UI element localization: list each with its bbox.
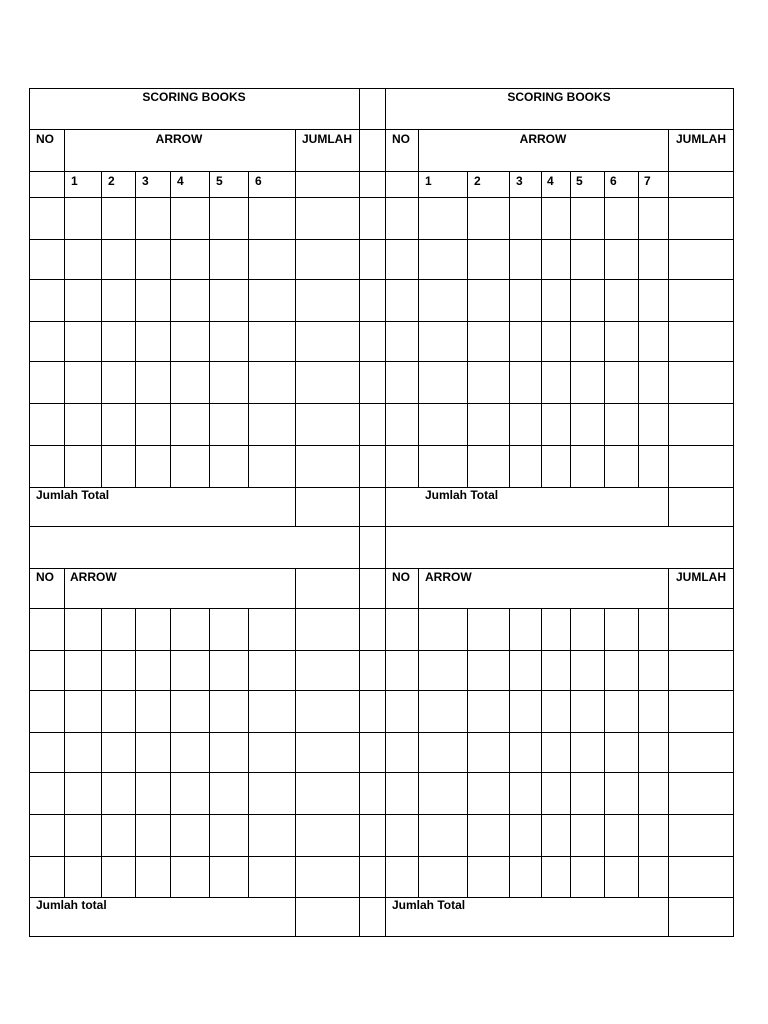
score-bottom-right-cell[interactable] <box>571 773 604 814</box>
score-top-right-cell[interactable] <box>386 280 418 321</box>
score-top-right-cell[interactable] <box>669 240 733 279</box>
score-top-left-cell[interactable] <box>136 198 170 239</box>
score-bottom-right-cell[interactable] <box>510 815 541 856</box>
score-top-left-cell[interactable] <box>210 404 248 445</box>
score-top-right-cell[interactable] <box>669 280 733 321</box>
score-top-right-cell[interactable] <box>510 404 541 445</box>
score-top-left-cell[interactable] <box>65 240 101 279</box>
score-top-left-cell[interactable] <box>30 404 64 445</box>
arrow-number-top-left: 2 <box>108 174 115 188</box>
score-top-left-cell[interactable] <box>30 280 64 321</box>
score-top-left-cell[interactable] <box>30 322 64 361</box>
grid-line <box>29 526 734 527</box>
score-bottom-left-cell[interactable] <box>210 691 248 732</box>
score-bottom-left-cell[interactable] <box>136 733 170 772</box>
score-top-right-cell[interactable] <box>605 280 638 321</box>
score-bottom-right-cell[interactable] <box>605 773 638 814</box>
score-top-left-cell[interactable] <box>296 322 359 361</box>
score-top-right-cell[interactable] <box>639 322 668 361</box>
jumlah-header-top-right: JUMLAH <box>676 132 726 146</box>
score-top-left-cell[interactable] <box>249 198 295 239</box>
score-bottom-right-cell[interactable] <box>386 733 418 772</box>
score-bottom-left-cell[interactable] <box>30 857 64 897</box>
score-bottom-right-cell[interactable] <box>468 815 509 856</box>
score-bottom-right-cell[interactable] <box>669 651 733 690</box>
arrow-number-top-right: 7 <box>644 174 651 188</box>
score-bottom-right-cell[interactable] <box>669 691 733 732</box>
score-bottom-left-cell[interactable] <box>136 651 170 690</box>
score-bottom-left-cell[interactable] <box>296 691 359 732</box>
score-top-right-cell[interactable] <box>639 280 668 321</box>
score-top-left-cell[interactable] <box>171 362 209 403</box>
scoring-books-title-right: SCORING BOOKS <box>507 90 611 104</box>
jumlah-total-top-right: Jumlah Total <box>425 488 499 502</box>
grid-line <box>733 88 734 937</box>
score-bottom-left-cell[interactable] <box>102 815 135 856</box>
score-top-right-cell[interactable] <box>605 362 638 403</box>
jumlah-total-value-cell[interactable] <box>296 488 359 526</box>
score-top-right-cell[interactable] <box>669 322 733 361</box>
no-header-bottom-left: NO <box>36 570 54 584</box>
grid-line <box>29 936 734 937</box>
score-bottom-right-cell[interactable] <box>605 857 638 897</box>
score-bottom-left-cell[interactable] <box>136 773 170 814</box>
score-top-left-cell[interactable] <box>136 362 170 403</box>
grid-line <box>359 88 360 937</box>
score-top-right-cell[interactable] <box>542 404 570 445</box>
score-bottom-left-cell[interactable] <box>210 733 248 772</box>
score-top-right-cell[interactable] <box>571 240 604 279</box>
score-bottom-left-cell[interactable] <box>65 651 101 690</box>
score-bottom-right-cell[interactable] <box>669 815 733 856</box>
score-bottom-right-cell[interactable] <box>639 857 668 897</box>
score-bottom-left-cell[interactable] <box>249 733 295 772</box>
no-header-top-right: NO <box>392 132 410 146</box>
score-bottom-right-cell[interactable] <box>639 815 668 856</box>
score-bottom-left-cell[interactable] <box>171 773 209 814</box>
score-bottom-right-cell[interactable] <box>639 609 668 650</box>
score-top-left-cell[interactable] <box>136 240 170 279</box>
score-top-left-cell[interactable] <box>30 240 64 279</box>
score-bottom-right-cell[interactable] <box>386 651 418 690</box>
score-bottom-right-cell[interactable] <box>542 609 570 650</box>
score-top-right-cell[interactable] <box>510 322 541 361</box>
score-top-right-cell[interactable] <box>510 362 541 403</box>
grid-line <box>295 171 360 172</box>
score-bottom-right-cell[interactable] <box>419 651 467 690</box>
score-top-left-cell[interactable] <box>171 322 209 361</box>
arrow-number-top-right: 5 <box>576 174 583 188</box>
score-top-left-cell[interactable] <box>249 322 295 361</box>
score-bottom-right-cell[interactable] <box>605 815 638 856</box>
score-bottom-left-cell[interactable] <box>249 815 295 856</box>
score-top-right-cell[interactable] <box>386 404 418 445</box>
score-bottom-right-cell[interactable] <box>639 773 668 814</box>
score-top-right-cell[interactable] <box>386 362 418 403</box>
score-bottom-left-cell[interactable] <box>171 857 209 897</box>
score-top-left-cell[interactable] <box>30 198 64 239</box>
score-bottom-right-cell[interactable] <box>669 733 733 772</box>
score-bottom-left-cell[interactable] <box>30 691 64 732</box>
score-bottom-left-cell[interactable] <box>65 857 101 897</box>
score-bottom-left-cell[interactable] <box>296 733 359 772</box>
score-top-right-cell[interactable] <box>571 404 604 445</box>
score-top-right-cell[interactable] <box>468 280 509 321</box>
score-top-left-cell[interactable] <box>102 280 135 321</box>
score-bottom-left-cell[interactable] <box>171 651 209 690</box>
score-bottom-right-cell[interactable] <box>542 857 570 897</box>
score-bottom-left-cell[interactable] <box>210 857 248 897</box>
score-bottom-right-cell[interactable] <box>571 733 604 772</box>
score-bottom-left-cell[interactable] <box>296 815 359 856</box>
score-top-left-cell[interactable] <box>249 446 295 487</box>
score-top-left-cell[interactable] <box>296 280 359 321</box>
score-top-right-cell[interactable] <box>542 280 570 321</box>
score-top-right-cell[interactable] <box>468 240 509 279</box>
grid-line <box>64 171 296 172</box>
score-top-left-cell[interactable] <box>65 404 101 445</box>
score-bottom-right-cell[interactable] <box>386 773 418 814</box>
score-top-right-cell[interactable] <box>605 198 638 239</box>
score-top-left-cell[interactable] <box>65 280 101 321</box>
score-bottom-right-cell[interactable] <box>468 733 509 772</box>
score-bottom-right-cell[interactable] <box>510 651 541 690</box>
score-top-left-cell[interactable] <box>136 404 170 445</box>
arrow-number-top-right: 2 <box>474 174 481 188</box>
score-bottom-right-cell[interactable] <box>571 651 604 690</box>
score-bottom-left-cell[interactable] <box>65 815 101 856</box>
score-bottom-left-cell[interactable] <box>102 609 135 650</box>
score-bottom-right-cell[interactable] <box>639 733 668 772</box>
score-bottom-left-cell[interactable] <box>30 815 64 856</box>
grid-line <box>29 129 734 130</box>
score-bottom-right-cell[interactable] <box>605 651 638 690</box>
score-top-left-cell[interactable] <box>136 446 170 487</box>
score-top-left-cell[interactable] <box>296 404 359 445</box>
score-bottom-right-cell[interactable] <box>605 691 638 732</box>
score-top-left-cell[interactable] <box>102 404 135 445</box>
score-bottom-left-cell[interactable] <box>102 773 135 814</box>
score-top-right-cell[interactable] <box>605 322 638 361</box>
score-top-right-cell[interactable] <box>468 446 509 487</box>
score-top-left-cell[interactable] <box>65 322 101 361</box>
score-bottom-left-cell[interactable] <box>136 609 170 650</box>
score-top-right-cell[interactable] <box>605 446 638 487</box>
score-bottom-left-cell[interactable] <box>171 609 209 650</box>
score-top-right-cell[interactable] <box>510 446 541 487</box>
arrow-number-top-left: 3 <box>142 174 149 188</box>
score-bottom-left-cell[interactable] <box>171 733 209 772</box>
score-bottom-right-cell[interactable] <box>510 733 541 772</box>
arrow-header-top-left: ARROW <box>155 132 203 146</box>
score-bottom-right-cell[interactable] <box>542 815 570 856</box>
no-header-bottom-right: NO <box>392 570 410 584</box>
score-bottom-left-cell[interactable] <box>296 773 359 814</box>
arrow-number-top-right: 3 <box>516 174 523 188</box>
score-bottom-right-cell[interactable] <box>639 691 668 732</box>
score-top-right-cell[interactable] <box>510 240 541 279</box>
score-bottom-left-cell[interactable] <box>102 857 135 897</box>
score-bottom-left-cell[interactable] <box>210 609 248 650</box>
score-bottom-left-cell[interactable] <box>102 651 135 690</box>
score-bottom-left-cell[interactable] <box>210 815 248 856</box>
score-top-left-cell[interactable] <box>171 280 209 321</box>
score-top-left-cell[interactable] <box>171 446 209 487</box>
score-bottom-right-cell[interactable] <box>419 773 467 814</box>
score-bottom-right-cell[interactable] <box>510 773 541 814</box>
score-bottom-right-cell[interactable] <box>571 691 604 732</box>
score-bottom-left-cell[interactable] <box>65 733 101 772</box>
score-bottom-left-cell[interactable] <box>136 857 170 897</box>
arrow-header-bottom-left: ARROW <box>70 570 117 584</box>
score-bottom-right-cell[interactable] <box>542 773 570 814</box>
score-top-right-cell[interactable] <box>419 280 467 321</box>
score-top-right-cell[interactable] <box>571 322 604 361</box>
score-bottom-right-cell[interactable] <box>639 651 668 690</box>
score-bottom-right-cell[interactable] <box>419 733 467 772</box>
scoring-books-title-left: SCORING BOOKS <box>142 90 246 104</box>
score-top-left-cell[interactable] <box>136 280 170 321</box>
score-bottom-left-cell[interactable] <box>171 691 209 732</box>
grid-line <box>29 171 65 172</box>
score-top-right-cell[interactable] <box>419 362 467 403</box>
score-top-left-cell[interactable] <box>65 446 101 487</box>
jumlah-header-bottom-right: JUMLAH <box>676 570 726 584</box>
score-top-left-cell[interactable] <box>171 198 209 239</box>
score-top-left-cell[interactable] <box>210 280 248 321</box>
score-bottom-right-cell[interactable] <box>419 691 467 732</box>
score-top-left-cell[interactable] <box>171 240 209 279</box>
score-top-right-cell[interactable] <box>571 362 604 403</box>
score-bottom-left-cell[interactable] <box>249 857 295 897</box>
score-bottom-left-cell[interactable] <box>102 733 135 772</box>
score-top-right-cell[interactable] <box>468 362 509 403</box>
score-top-left-cell[interactable] <box>210 322 248 361</box>
score-top-right-cell[interactable] <box>510 198 541 239</box>
score-top-right-cell[interactable] <box>571 198 604 239</box>
score-top-right-cell[interactable] <box>669 404 733 445</box>
grid-line <box>29 88 734 89</box>
score-top-left-cell[interactable] <box>30 362 64 403</box>
score-top-right-cell[interactable] <box>639 240 668 279</box>
score-top-right-cell[interactable] <box>468 404 509 445</box>
score-top-left-cell[interactable] <box>30 446 64 487</box>
score-bottom-left-cell[interactable] <box>171 815 209 856</box>
score-top-right-cell[interactable] <box>386 240 418 279</box>
score-bottom-right-cell[interactable] <box>571 609 604 650</box>
score-top-right-cell[interactable] <box>386 322 418 361</box>
score-bottom-right-cell[interactable] <box>542 691 570 732</box>
score-top-left-cell[interactable] <box>102 446 135 487</box>
score-top-right-cell[interactable] <box>386 446 418 487</box>
score-bottom-left-cell[interactable] <box>30 773 64 814</box>
score-bottom-left-cell[interactable] <box>249 773 295 814</box>
score-bottom-right-cell[interactable] <box>605 609 638 650</box>
score-top-right-cell[interactable] <box>542 446 570 487</box>
score-top-right-cell[interactable] <box>605 404 638 445</box>
jumlah-total-value-cell[interactable] <box>669 488 733 526</box>
score-top-right-cell[interactable] <box>419 446 467 487</box>
score-bottom-right-cell[interactable] <box>419 815 467 856</box>
score-bottom-left-cell[interactable] <box>30 609 64 650</box>
score-top-left-cell[interactable] <box>102 362 135 403</box>
score-bottom-left-cell[interactable] <box>249 651 295 690</box>
score-top-left-cell[interactable] <box>249 280 295 321</box>
score-bottom-left-cell[interactable] <box>136 691 170 732</box>
score-top-left-cell[interactable] <box>296 362 359 403</box>
score-top-right-cell[interactable] <box>419 322 467 361</box>
score-top-right-cell[interactable] <box>542 240 570 279</box>
arrow-number-top-left: 1 <box>71 174 78 188</box>
score-top-right-cell[interactable] <box>386 198 418 239</box>
score-bottom-left-cell[interactable] <box>102 691 135 732</box>
score-bottom-left-cell[interactable] <box>249 691 295 732</box>
score-top-right-cell[interactable] <box>669 362 733 403</box>
score-bottom-left-cell[interactable] <box>65 609 101 650</box>
grid-line <box>359 171 734 172</box>
score-top-left-cell[interactable] <box>102 198 135 239</box>
score-bottom-right-cell[interactable] <box>468 651 509 690</box>
arrow-number-top-left: 6 <box>255 174 262 188</box>
score-top-left-cell[interactable] <box>65 362 101 403</box>
arrow-number-top-right: 1 <box>425 174 432 188</box>
score-top-right-cell[interactable] <box>419 404 467 445</box>
arrow-number-top-right: 4 <box>547 174 554 188</box>
jumlah-header-top-left: JUMLAH <box>302 132 352 146</box>
score-top-left-cell[interactable] <box>210 198 248 239</box>
jumlah-total-value-cell[interactable] <box>296 898 359 936</box>
score-top-right-cell[interactable] <box>510 280 541 321</box>
score-bottom-left-cell[interactable] <box>210 651 248 690</box>
score-top-right-cell[interactable] <box>571 280 604 321</box>
score-top-right-cell[interactable] <box>468 322 509 361</box>
score-top-left-cell[interactable] <box>296 198 359 239</box>
score-bottom-left-cell[interactable] <box>30 733 64 772</box>
score-top-left-cell[interactable] <box>210 240 248 279</box>
score-bottom-right-cell[interactable] <box>386 691 418 732</box>
score-top-right-cell[interactable] <box>639 198 668 239</box>
score-bottom-right-cell[interactable] <box>386 609 418 650</box>
score-bottom-right-cell[interactable] <box>669 857 733 897</box>
score-top-left-cell[interactable] <box>210 362 248 403</box>
score-bottom-right-cell[interactable] <box>510 691 541 732</box>
score-top-right-cell[interactable] <box>605 240 638 279</box>
grid-line <box>29 568 734 569</box>
score-top-right-cell[interactable] <box>639 446 668 487</box>
arrow-number-top-left: 5 <box>216 174 223 188</box>
score-bottom-right-cell[interactable] <box>468 609 509 650</box>
score-bottom-left-cell[interactable] <box>296 857 359 897</box>
score-top-right-cell[interactable] <box>468 198 509 239</box>
score-bottom-left-cell[interactable] <box>30 651 64 690</box>
arrow-number-top-right: 6 <box>610 174 617 188</box>
score-top-right-cell[interactable] <box>669 198 733 239</box>
score-bottom-right-cell[interactable] <box>510 609 541 650</box>
score-bottom-right-cell[interactable] <box>542 651 570 690</box>
score-top-right-cell[interactable] <box>639 362 668 403</box>
score-bottom-left-cell[interactable] <box>65 773 101 814</box>
score-bottom-right-cell[interactable] <box>386 857 418 897</box>
score-top-left-cell[interactable] <box>65 198 101 239</box>
arrow-number-top-left: 4 <box>177 174 184 188</box>
score-bottom-right-cell[interactable] <box>468 773 509 814</box>
score-bottom-right-cell[interactable] <box>419 609 467 650</box>
score-top-left-cell[interactable] <box>249 362 295 403</box>
score-bottom-left-cell[interactable] <box>296 651 359 690</box>
score-bottom-right-cell[interactable] <box>605 733 638 772</box>
score-top-right-cell[interactable] <box>571 446 604 487</box>
score-bottom-right-cell[interactable] <box>542 733 570 772</box>
score-bottom-right-cell[interactable] <box>669 773 733 814</box>
score-top-right-cell[interactable] <box>542 198 570 239</box>
no-header-top-left: NO <box>36 132 54 146</box>
score-bottom-right-cell[interactable] <box>386 815 418 856</box>
score-top-right-cell[interactable] <box>419 198 467 239</box>
jumlah-total-value-cell[interactable] <box>669 898 733 936</box>
score-top-right-cell[interactable] <box>542 362 570 403</box>
score-bottom-right-cell[interactable] <box>468 691 509 732</box>
score-bottom-left-cell[interactable] <box>65 691 101 732</box>
score-top-left-cell[interactable] <box>296 446 359 487</box>
score-bottom-right-cell[interactable] <box>669 609 733 650</box>
score-top-right-cell[interactable] <box>542 322 570 361</box>
score-bottom-left-cell[interactable] <box>296 609 359 650</box>
arrow-header-bottom-right: ARROW <box>425 570 472 584</box>
score-top-left-cell[interactable] <box>102 240 135 279</box>
score-top-left-cell[interactable] <box>210 446 248 487</box>
score-bottom-left-cell[interactable] <box>136 815 170 856</box>
score-top-left-cell[interactable] <box>136 322 170 361</box>
score-top-right-cell[interactable] <box>669 446 733 487</box>
arrow-header-top-right: ARROW <box>519 132 567 146</box>
score-bottom-right-cell[interactable] <box>468 857 509 897</box>
score-bottom-left-cell[interactable] <box>249 609 295 650</box>
jumlah-total-bottom-left: Jumlah total <box>36 898 107 912</box>
jumlah-total-top-left: Jumlah Total <box>36 488 110 502</box>
score-top-left-cell[interactable] <box>171 404 209 445</box>
score-top-left-cell[interactable] <box>296 240 359 279</box>
score-bottom-right-cell[interactable] <box>571 815 604 856</box>
jumlah-total-bottom-right: Jumlah Total <box>392 898 466 912</box>
score-bottom-right-cell[interactable] <box>510 857 541 897</box>
score-bottom-left-cell[interactable] <box>210 773 248 814</box>
score-top-right-cell[interactable] <box>639 404 668 445</box>
score-top-left-cell[interactable] <box>102 322 135 361</box>
score-top-right-cell[interactable] <box>419 240 467 279</box>
score-bottom-right-cell[interactable] <box>419 857 467 897</box>
score-top-left-cell[interactable] <box>249 240 295 279</box>
score-bottom-right-cell[interactable] <box>571 857 604 897</box>
score-top-left-cell[interactable] <box>249 404 295 445</box>
